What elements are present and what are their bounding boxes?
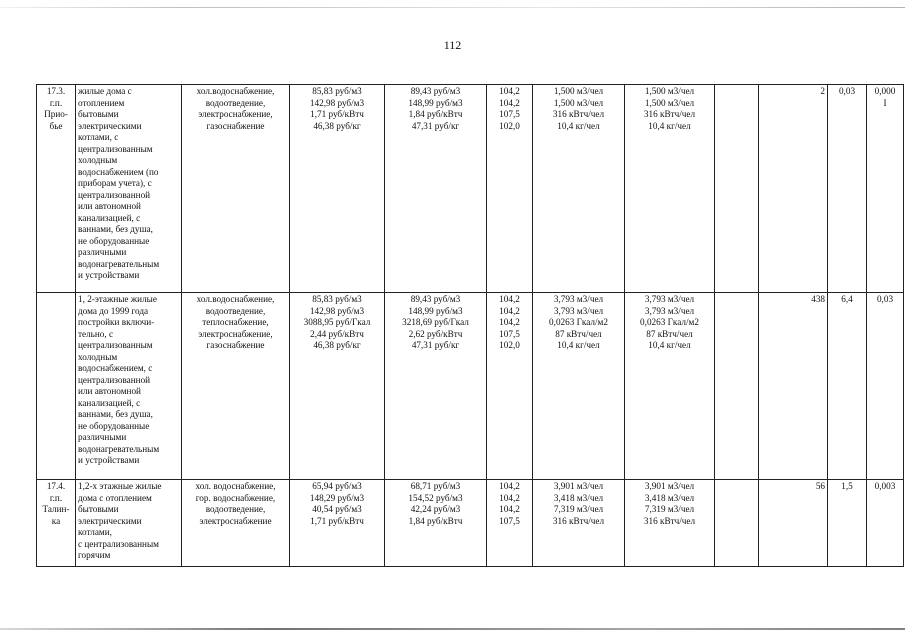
value-cell-1: 1,5 [828, 480, 867, 567]
table-row [37, 480, 904, 567]
tariff-new-cell: 89,43 руб/м3 148,99 руб/м3 1,84 руб/кВтч 47,31 руб/кг [385, 85, 487, 293]
index-cell: 104,2 104,2 104,2 107,5 [487, 480, 533, 567]
row-id-cell: 17.3. г.п. Прио- бье [37, 85, 76, 293]
count-cell: 56 [759, 480, 828, 567]
tariff-old-cell: 65,94 руб/м3 148,29 руб/м3 40,54 руб/м3 1,71 руб/кВтч [290, 480, 385, 567]
page-number: 112 [443, 38, 462, 52]
tariff-old-cell: 85,83 руб/м3 142,98 руб/м3 1,71 руб/кВтч 46,38 руб/кг [290, 85, 385, 293]
row-id-cell: 17.4. г.п. Талин- ка [37, 480, 76, 567]
count-cell: 438 [759, 293, 828, 480]
norm-old-cell: 1,500 м3/чел 1,500 м3/чел 316 кВтч/чел 10,4 кг/чел [533, 85, 625, 293]
tariff-table [36, 84, 904, 567]
norm-old-cell: 3,793 м3/чел 3,793 м3/чел 0,0263 Гкал/м2 87 кВтч/чел 10,4 кг/чел [533, 293, 625, 480]
value-cell-2: 0,000 I [867, 85, 904, 293]
empty-cell [715, 480, 759, 567]
scan-edge-top [0, 7, 905, 8]
value-cell-2: 0,003 [867, 480, 904, 567]
index-cell: 104,2 104,2 107,5 102,0 [487, 85, 533, 293]
norm-new-cell: 3,793 м3/чел 3,793 м3/чел 0,0263 Гкал/м2 87 кВтч/чел 10,4 кг/чел [625, 293, 715, 480]
table-row [37, 85, 904, 293]
norm-new-cell: 1,500 м3/чел 1,500 м3/чел 316 кВтч/чел 10,4 кг/чел [625, 85, 715, 293]
value-cell-1: 6,4 [828, 293, 867, 480]
index-cell: 104,2 104,2 104,2 107,5 102,0 [487, 293, 533, 480]
description-cell: 1, 2-этажные жилые дома до 1999 года постройки включи- тельно, с централизованным холодным водоснабжением, с централизованной или автономной канализацией, с ваннами, без душа, не оборудованные различными водонагревательным и устройствами [76, 293, 182, 480]
tariff-old-cell: 85,83 руб/м3 142,98 руб/м3 3088,95 руб/Гкал 2,44 руб/кВтч 46,38 руб/кг [290, 293, 385, 480]
row-id-cell [37, 293, 76, 480]
scan-edge-bottom [0, 628, 905, 630]
empty-cell [715, 85, 759, 293]
norm-old-cell: 3,901 м3/чел 3,418 м3/чел 7,319 м3/чел 316 кВтч/чел [533, 480, 625, 567]
tariff-new-cell: 89,43 руб/м3 148,99 руб/м3 3218,69 руб/Гкал 2,62 руб/кВтч 47,31 руб/кг [385, 293, 487, 480]
services-cell: хол. водоснабжение, гор. водоснабжение, водоотведение, электроснабжение [182, 480, 290, 567]
description-cell: жилые дома с отоплением бытовыми электрическими котлами, с централизованным холодным водоснабжением (по приборам учета), с централизованной или автономной канализацией, с ваннами, без душа, не оборудованные различными водонагревательным и устройствами [76, 85, 182, 293]
norm-new-cell: 3,901 м3/чел 3,418 м3/чел 7,319 м3/чел 316 кВтч/чел [625, 480, 715, 567]
services-cell: хол.водоснабжение, водоотведение, теплоснабжение, электроснабжение, газоснабжение [182, 293, 290, 480]
description-cell: 1,2-х этажные жилые дома с отоплением бытовыми электрическими котлами, с централизованным горячим [76, 480, 182, 567]
tariff-new-cell: 68,71 руб/м3 154,52 руб/м3 42,24 руб/м3 1,84 руб/кВтч [385, 480, 487, 567]
value-cell-1: 0,03 [828, 85, 867, 293]
value-cell-2: 0,03 [867, 293, 904, 480]
table-row [37, 293, 904, 480]
count-cell: 2 [759, 85, 828, 293]
empty-cell [715, 293, 759, 480]
services-cell: хол.водоснабжение, водоотведение, электроснабжение, газоснабжение [182, 85, 290, 293]
